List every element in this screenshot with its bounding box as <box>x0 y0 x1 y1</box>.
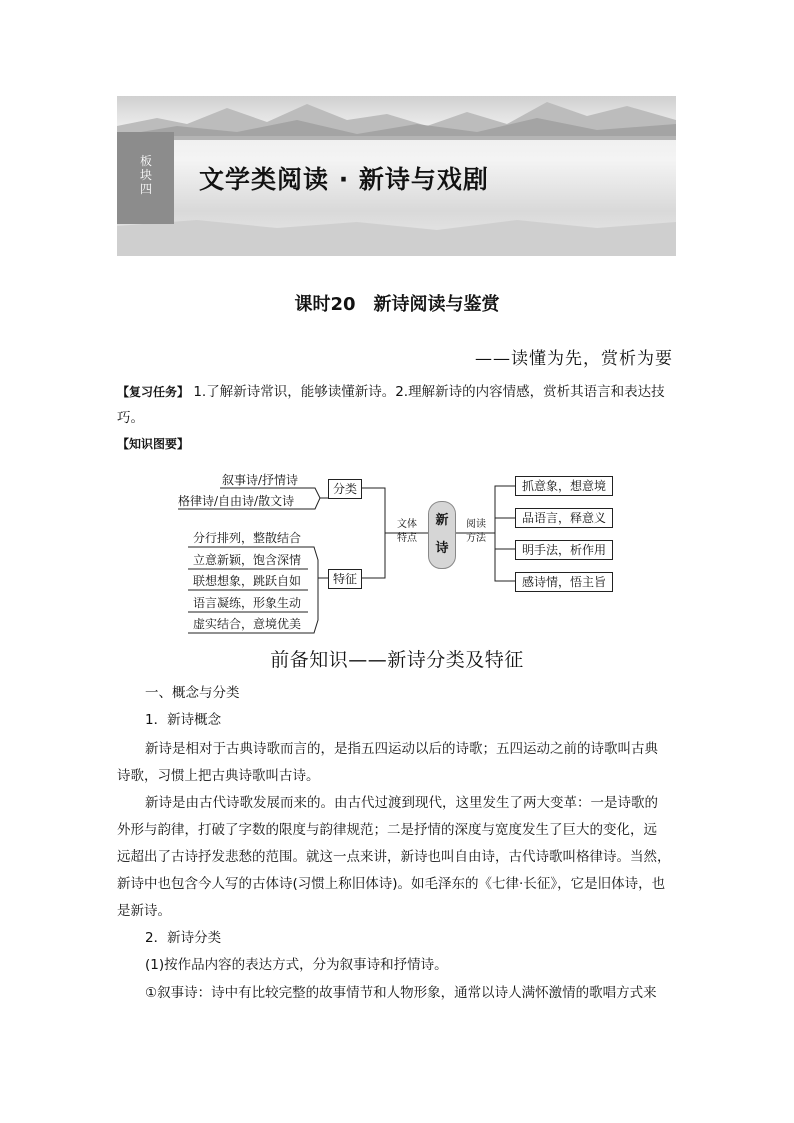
feature-item: 虚实结合，意境优美 <box>193 617 302 631</box>
left-label-line: 文体 <box>397 519 417 530</box>
method-box: 抓意象，想意境 <box>515 476 613 496</box>
paragraph-line: 诗歌，习惯上把古典诗歌叫古诗。 <box>117 768 320 784</box>
feature-item: 联想想象，跳跃自如 <box>193 574 302 588</box>
block-tab-label: 板块四 <box>139 154 152 196</box>
paragraph-line: 外形与韵律，打破了字数的限度与韵律规范；二是抒情的深度与宽度发生了巨大的变化，远 <box>117 822 657 838</box>
paragraph-line: ①叙事诗：诗中有比较完整的故事情节和人物形象，通常以诗人满怀激情的歌唱方式来 <box>145 985 657 1001</box>
feature-item: 分行排列，整散结合 <box>193 531 302 545</box>
paragraph-line: 远超出了古诗抒发悲愁的范围。就这一点来讲，新诗也叫自由诗，古代诗歌叫格律诗。当然， <box>117 849 671 865</box>
heading-new-poetry-concept: 1．新诗概念 <box>145 712 222 728</box>
paragraph-line: 新诗是由古代诗歌发展而来的。由古代过渡到现代，这里发生了两大变革：一是诗歌的 <box>145 795 658 811</box>
method-box: 品语言，释意义 <box>515 508 613 528</box>
feature-item: 立意新颖，饱含深情 <box>193 553 302 567</box>
left-label-line: 特点 <box>397 533 417 544</box>
classify-item: 叙事诗/抒情诗 <box>222 473 299 487</box>
review-task-text: 1.了解新诗常识，能够读懂新诗。2.理解新诗的内容情感，赏析其语言和表达技 <box>193 384 665 400</box>
right-branch-label <box>459 518 493 546</box>
method-box: 明手法，析作用 <box>515 540 613 560</box>
classify-item: 格律诗/自由诗/散文诗 <box>178 494 295 508</box>
review-task-line2: 巧。 <box>117 410 144 426</box>
right-label-line: 阅读 <box>466 519 486 530</box>
features-node: 特征 <box>328 569 362 589</box>
review-task-tag: 【复习任务】 <box>117 385 190 399</box>
right-label-line: 方法 <box>466 533 486 544</box>
feature-item: 语言凝练，形象生动 <box>193 596 302 610</box>
classify-node: 分类 <box>328 479 362 499</box>
left-branch-label <box>390 518 424 546</box>
lesson-motto: ——读懂为先，赏析为要 <box>475 349 673 369</box>
heading-concept-classification: 一、概念与分类 <box>145 685 240 701</box>
heading-new-poetry-classification: 2．新诗分类 <box>145 930 222 946</box>
section-title: 前备知识——新诗分类及特征 <box>270 649 524 671</box>
banner-title: 文学类阅读 · 新诗与戏剧 <box>199 165 489 194</box>
knowledge-map-tag: 【知识图要】 <box>117 437 190 451</box>
center-char: 诗 <box>435 541 449 556</box>
lesson-title: 课时20 新诗阅读与鉴赏 <box>294 294 500 315</box>
center-node <box>428 501 456 569</box>
paragraph-line: (1)按作品内容的表达方式，分为叙事诗和抒情诗。 <box>145 957 448 973</box>
paragraph-line: 是新诗。 <box>117 903 171 919</box>
paragraph-line: 新诗是相对于古典诗歌而言的，是指五四运动以后的诗歌；五四运动之前的诗歌叫古典 <box>145 741 658 757</box>
center-char: 新 <box>435 513 449 528</box>
method-box: 感诗情，悟主旨 <box>515 572 613 592</box>
paragraph-line: 新诗中也包含今人写的古体诗(习惯上称旧体诗)。如毛泽东的《七律·长征》，它是旧体诗，也 <box>117 876 666 892</box>
